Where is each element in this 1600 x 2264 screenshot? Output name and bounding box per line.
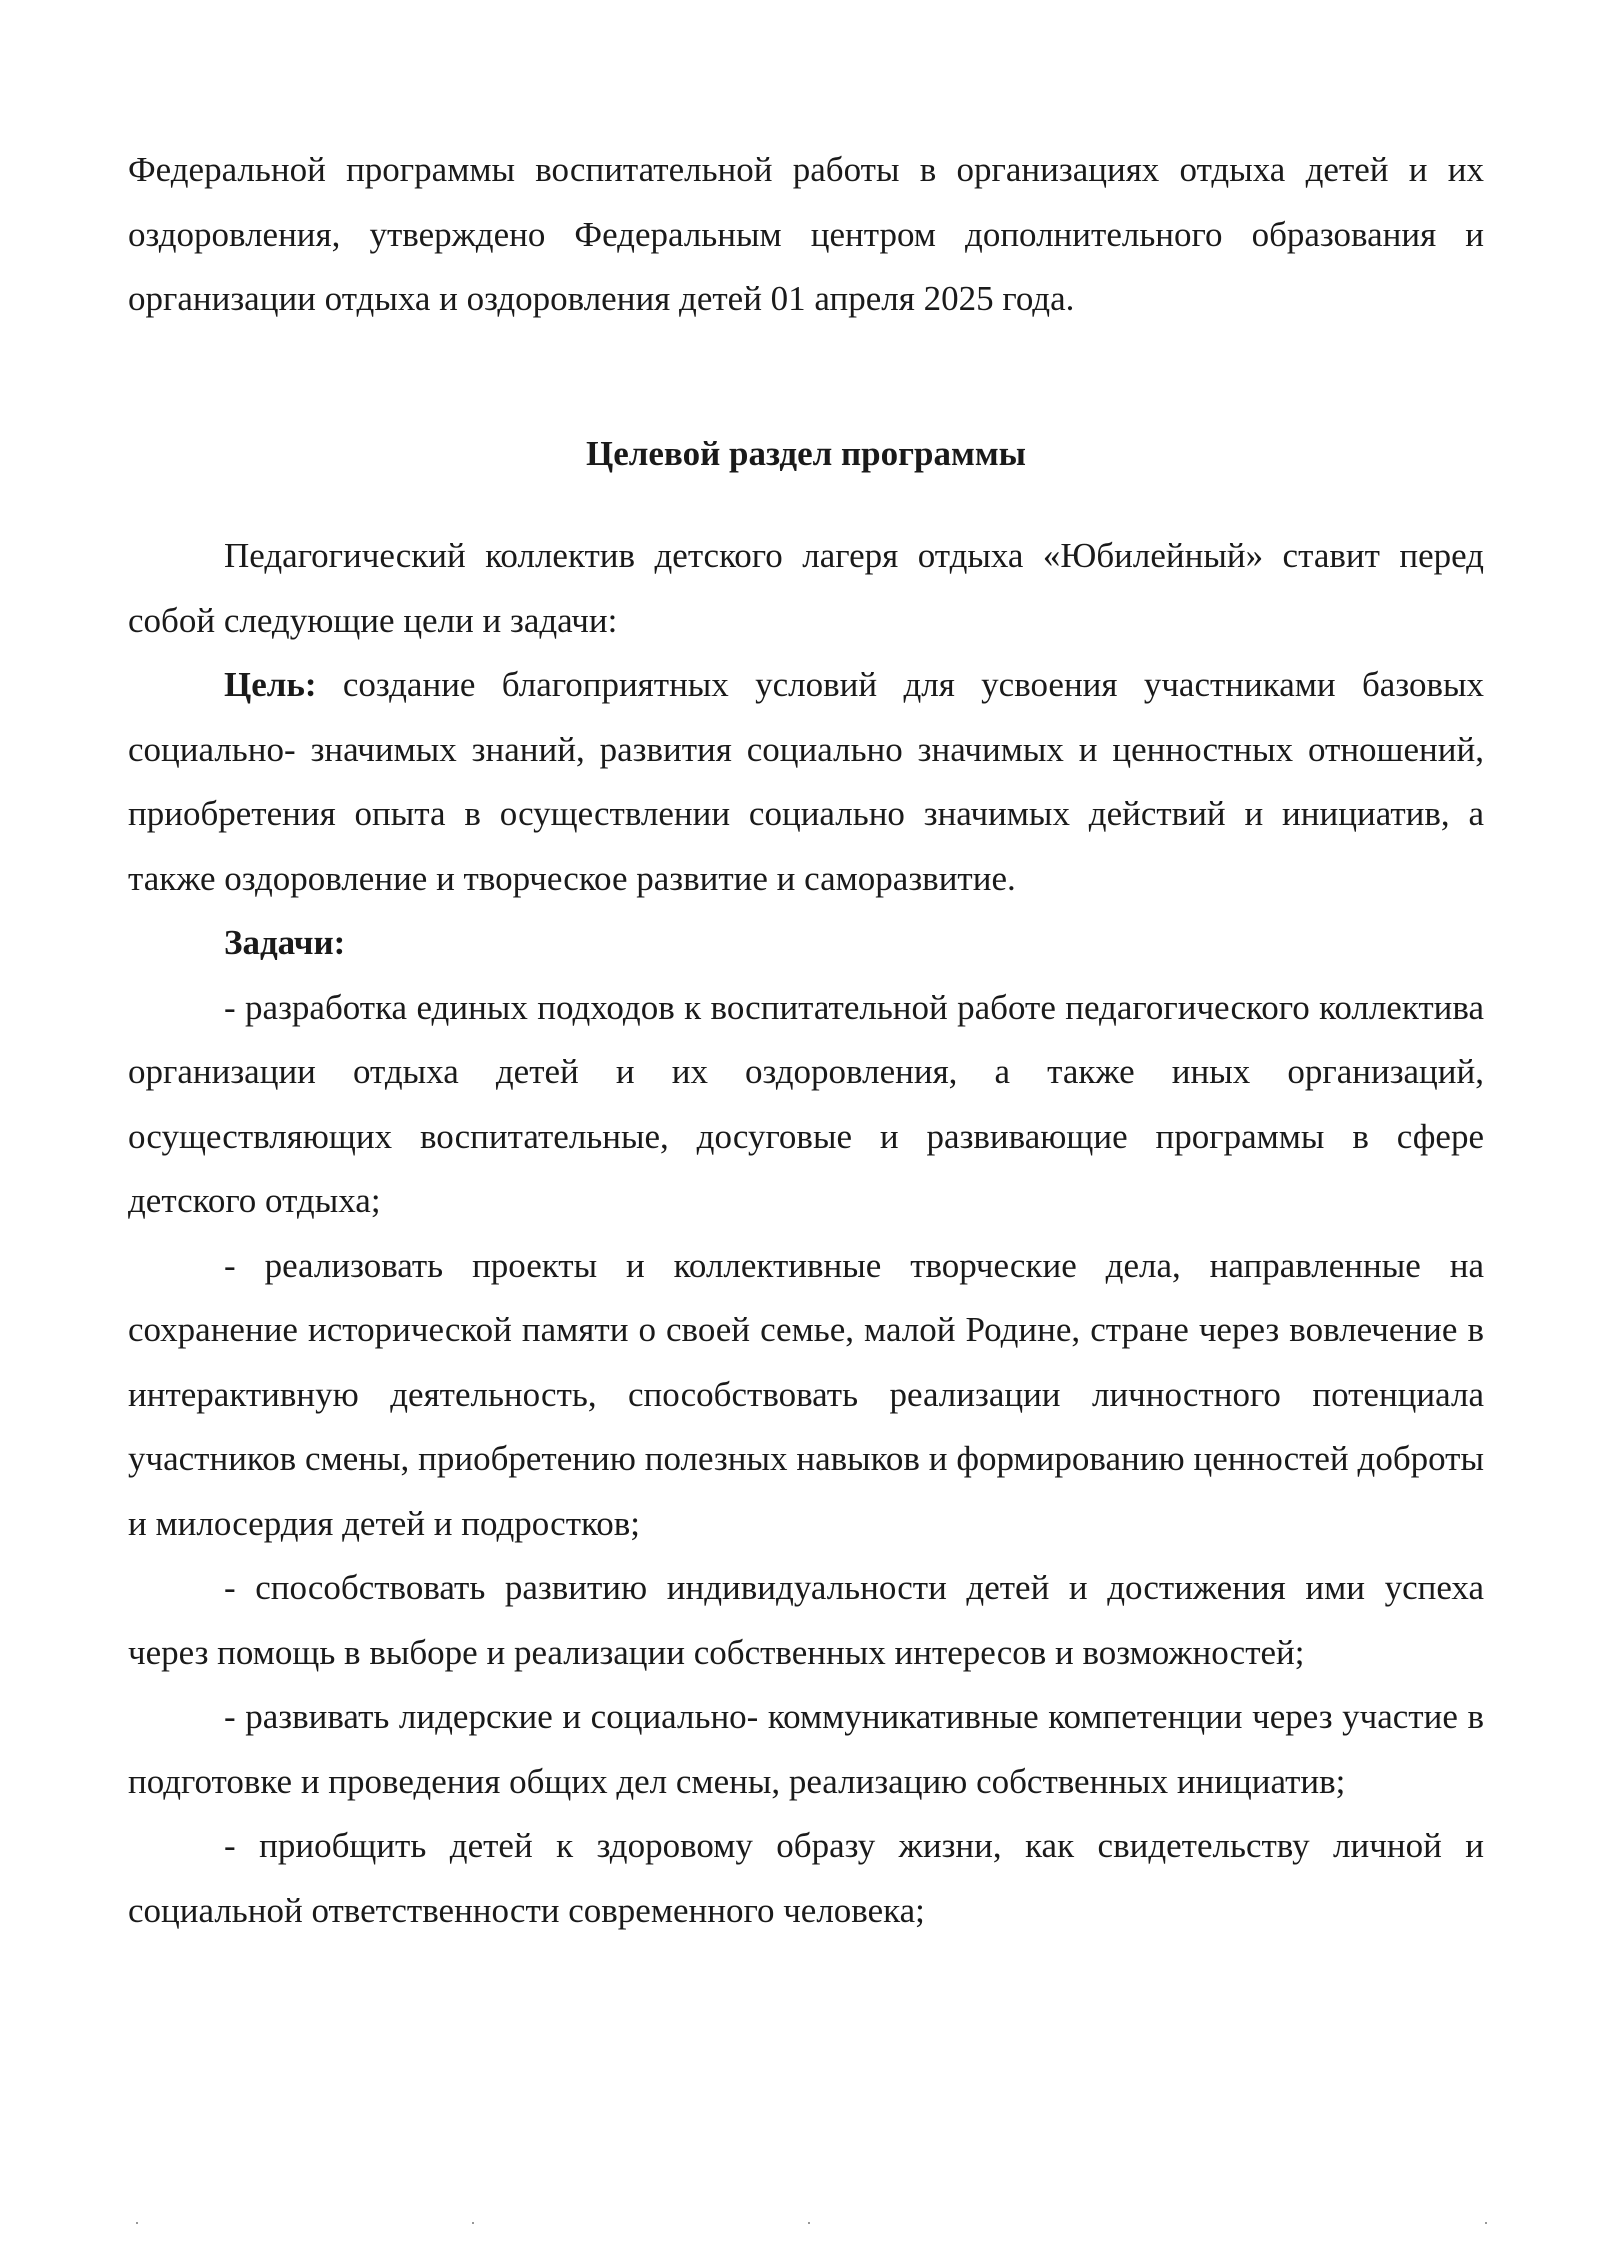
task-item-5: - приобщить детей к здоровому образу жизни, как свидетельству личной и социальной ответственности современного человека;	[128, 1826, 1484, 1930]
goal-label: Цель:	[224, 665, 317, 704]
task-item-2: - реализовать проекты и коллективные творческие дела, направленные на сохранение исторической памяти о своей семье, малой Родине, стране через вовлечение в интерактивную деятельность, способствовать реализации личностного потенциала участников смены, приобретению полезных навыков и формированию ценностей доброты и милосердия детей и подростков;	[128, 1245, 1484, 1543]
goal-paragraph	[128, 653, 1484, 911]
scan-dot	[808, 2222, 810, 2224]
document-page	[128, 138, 1484, 1943]
task-item-4: - развивать лидерские и социально- коммуникативные компетенции через участие в подготовке и проведения общих дел смены, реализацию собственных инициатив;	[128, 1697, 1484, 1801]
lead-paragraph: Педагогический коллектив детского лагеря отдыха «Юбилейный» ставит перед собой следующие цели и задачи:	[128, 536, 1484, 640]
section-title: Целевой раздел программы	[585, 433, 1027, 473]
scan-dot	[136, 2222, 138, 2224]
task-item-3: - способствовать развитию индивидуальности детей и достижения ими успеха через помощь в выборе и реализации собственных интересов и возможностей;	[128, 1568, 1484, 1672]
scan-artifacts	[0, 2222, 1600, 2228]
tasks-label: Задачи:	[224, 923, 346, 962]
scan-dot	[472, 2222, 474, 2224]
goal-text: создание благоприятных условий для усвоения участниками базовых социально- значимых знаний, развития социально значимых и ценностных отношений, приобретения опыта в осуществлении социально значимых действий и инициатив, а также оздоровление и творческое развитие и саморазвитие.	[128, 665, 1484, 898]
intro-paragraph: Федеральной программы воспитательной работы в организациях отдыха детей и их оздоровления, утверждено Федеральным центром дополнительного образования и организации отдыха и оздоровления детей 01 апреля 2025 года.	[128, 150, 1484, 318]
task-item-1: - разработка единых подходов к воспитательной работе педагогического коллектива организации отдыха детей и их оздоровления, а также иных организаций, осуществляющих воспитательные, досуговые и развивающие программы в сфере детского отдыха;	[128, 987, 1484, 1220]
scan-dot	[1485, 2222, 1487, 2224]
